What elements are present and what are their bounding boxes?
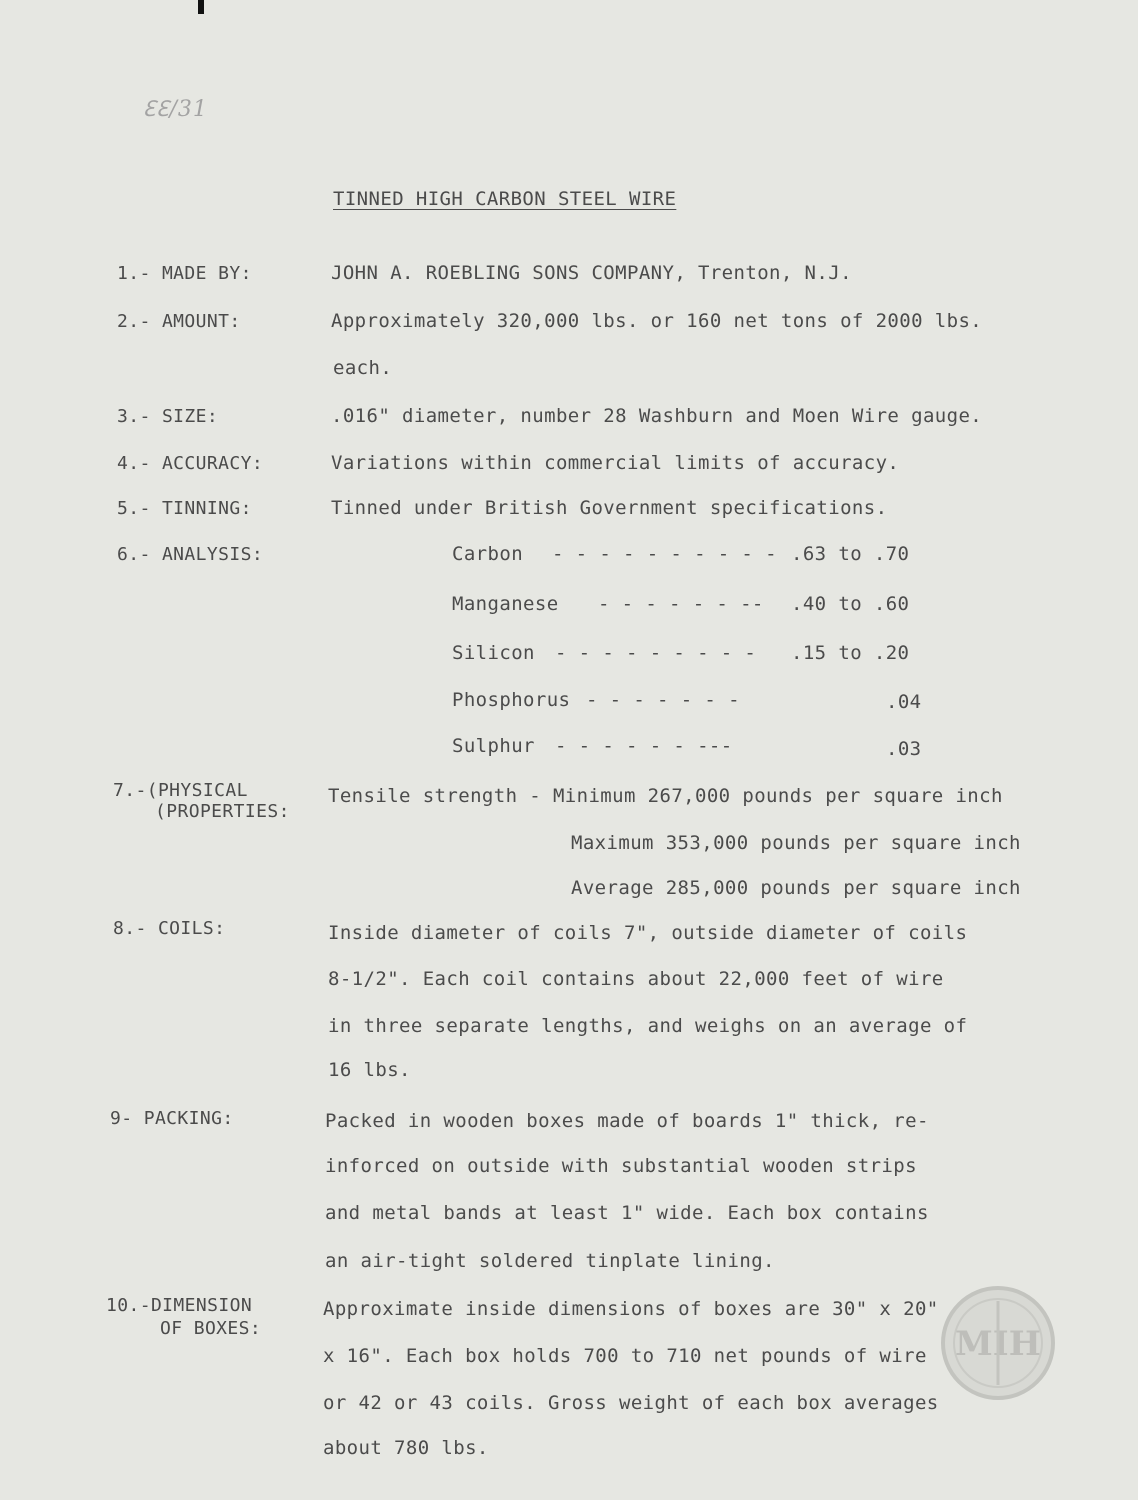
item-9-text-line-3: and metal bands at least 1" wide. Each box contains <box>325 1202 929 1224</box>
analysis-dashes: - - - - - - --- <box>555 735 733 757</box>
item-4-label: 4.- ACCURACY: <box>117 453 264 474</box>
analysis-dashes: - - - - - - -- <box>598 593 764 615</box>
item-8-text-line-4: 16 lbs. <box>328 1059 411 1081</box>
item-10-label-continued: OF BOXES: <box>160 1318 262 1339</box>
item-7-label-continued: (PROPERTIES: <box>155 801 290 822</box>
item-4-text: Variations within commercial limits of accuracy. <box>331 452 900 474</box>
archive-stamp-logo <box>938 1283 1058 1403</box>
binding-mark <box>198 0 204 14</box>
item-8-text-line-1: Inside diameter of coils 7", outside diameter of coils <box>328 922 968 944</box>
item-9-text-line-4: an air-tight soldered tinplate lining. <box>325 1250 775 1272</box>
item-1-text: JOHN A. ROEBLING SONS COMPANY, Trenton, N.J. <box>331 262 852 284</box>
analysis-value: .04 <box>886 691 922 713</box>
handwritten-archive-number: 𐐁𐐁/31 <box>143 97 208 122</box>
item-7-label: 7.-(PHYSICAL <box>113 780 248 801</box>
analysis-element: Phosphorus <box>452 689 571 711</box>
analysis-dashes: - - - - - - - <box>586 689 740 711</box>
item-2-label: 2.- AMOUNT: <box>117 311 241 332</box>
item-6-label: 6.- ANALYSIS: <box>117 544 264 565</box>
item-7-text-line-2: Maximum 353,000 pounds per square inch <box>571 832 1021 854</box>
item-3-text: .016" diameter, number 28 Washburn and Moen Wire gauge. <box>331 405 983 427</box>
analysis-element: Manganese <box>452 593 559 615</box>
svg-text:MIH: MIH <box>955 1324 1041 1364</box>
item-9-text-line-2: inforced on outside with substantial wooden strips <box>325 1155 917 1177</box>
item-2-text-line-1: Approximately 320,000 lbs. or 160 net tons of 2000 lbs. <box>331 310 983 332</box>
item-5-text: Tinned under British Government specifications. <box>331 497 888 519</box>
analysis-value: .15 to .20 <box>791 642 910 664</box>
item-3-label: 3.- SIZE: <box>117 406 219 427</box>
item-10-text-line-2: x 16". Each box holds 700 to 710 net pounds of wire <box>323 1345 927 1367</box>
analysis-element: Silicon <box>452 642 535 664</box>
analysis-value: .40 to .60 <box>791 593 910 615</box>
analysis-element: Sulphur <box>452 735 535 757</box>
item-2-text-line-2: each. <box>333 357 393 379</box>
analysis-dashes: - - - - - - - - - <box>555 642 757 664</box>
item-9-label: 9- PACKING: <box>110 1108 234 1129</box>
analysis-element: Carbon <box>452 543 524 565</box>
item-7-text-line-3: Average 285,000 pounds per square inch <box>571 877 1021 899</box>
item-5-label: 5.- TINNING: <box>117 498 252 519</box>
analysis-value: .63 to .70 <box>791 543 910 565</box>
item-7-text-line-1: Tensile strength - Minimum 267,000 pounds per square inch <box>328 785 1003 807</box>
item-8-label: 8.- COILS: <box>113 918 226 939</box>
item-9-text-line-1: Packed in wooden boxes made of boards 1" thick, re- <box>325 1110 929 1132</box>
item-8-text-line-2: 8-1/2". Each coil contains about 22,000 feet of wire <box>328 968 944 990</box>
item-10-text-line-4: about 780 lbs. <box>323 1437 489 1459</box>
analysis-value: .03 <box>886 738 922 760</box>
item-10-label: 10.-DIMENSION <box>106 1295 253 1316</box>
item-1-label: 1.- MADE BY: <box>117 263 252 284</box>
document-title: TINNED HIGH CARBON STEEL WIRE <box>333 188 677 210</box>
item-10-text-line-3: or 42 or 43 coils. Gross weight of each box averages <box>323 1392 939 1414</box>
analysis-dashes: - - - - - - - - - - <box>552 543 777 565</box>
item-8-text-line-3: in three separate lengths, and weighs on an average of <box>328 1015 968 1037</box>
item-10-text-line-1: Approximate inside dimensions of boxes are 30" x 20" <box>323 1298 939 1320</box>
